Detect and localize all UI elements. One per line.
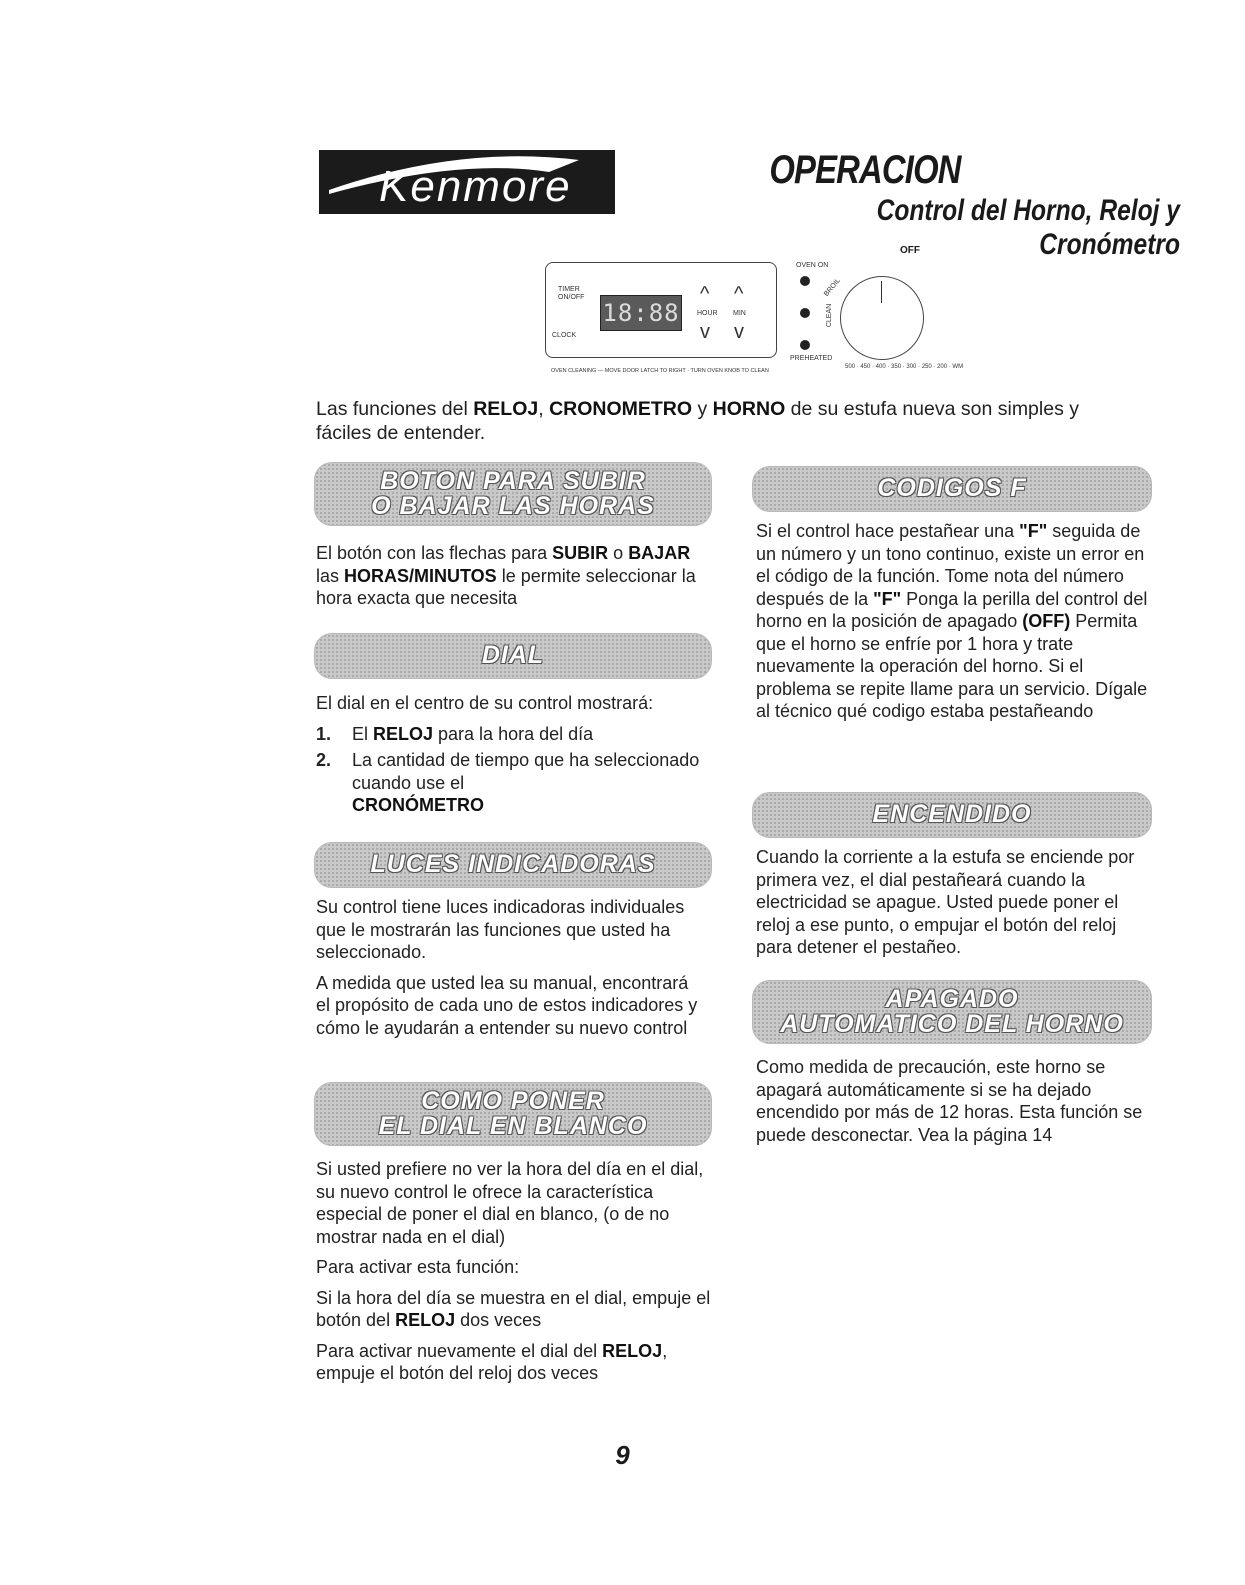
section-blank-text bbox=[316, 1158, 716, 1393]
hour-text-4: le permite seleccionar la hora exacta que necesita bbox=[316, 565, 696, 608]
banner-lights bbox=[314, 842, 712, 888]
hour-text-2: o bbox=[608, 543, 629, 563]
section-hour-text bbox=[316, 542, 716, 618]
page-title: OPERACION bbox=[769, 148, 961, 192]
intro-text-1: Las funciones del bbox=[316, 398, 474, 420]
banner-blank-dial bbox=[314, 1082, 712, 1146]
banner-dial-text: DIAL bbox=[481, 641, 545, 669]
banner-hour-line1: BOTON PARA SUBIR bbox=[380, 467, 646, 495]
dial-list bbox=[316, 723, 716, 817]
oven-cleaning-note: OVEN CLEANING — MOVE DOOR LATCH TO RIGHT · TURN OVEN KNOB TO CLEAN bbox=[551, 368, 769, 374]
broil-label: BROIL bbox=[823, 277, 842, 298]
preheated-label: PREHEATED bbox=[790, 355, 833, 362]
banner-fcodes bbox=[752, 466, 1152, 512]
blank-paragraph-2: Para activar esta función: bbox=[316, 1257, 520, 1277]
banner-power bbox=[752, 792, 1152, 838]
fcodes-bold-f2: "F" bbox=[873, 588, 902, 609]
fcodes-text-3: Ponga la perilla del control del horno en la posición de apagado bbox=[756, 588, 1148, 631]
logo-text: Kenmore bbox=[379, 162, 572, 211]
hour-down-arrow-icon: v bbox=[700, 321, 710, 343]
fcodes-text-1: Si el control hace pestañear una bbox=[756, 521, 1020, 541]
hour-text-3: las bbox=[316, 565, 345, 586]
timer-label: TIMER bbox=[558, 286, 580, 293]
section-fcodes-text bbox=[756, 520, 1151, 731]
hour-bold-bajar: BAJAR bbox=[628, 543, 691, 563]
banner-lights-text: LUCES INDICADORAS bbox=[370, 850, 656, 878]
oven-on-label: OVEN ON bbox=[796, 262, 829, 269]
hour-bold-horas: HORAS/MINUTOS bbox=[344, 565, 497, 586]
blank-p3-text-end: dos veces bbox=[455, 1310, 542, 1330]
blank-p4-bold: RELOJ bbox=[602, 1340, 663, 1361]
fcodes-text-2: seguida de un número y un tono continuo, existe un error en el código de la función. Tome nota del número después de la bbox=[756, 521, 1145, 609]
section-auto-text bbox=[756, 1056, 1151, 1154]
intro-paragraph bbox=[316, 397, 1116, 445]
power-paragraph: Cuando la corriente a la estufa se enciende por primera vez, el dial pestañeará cuando la electricidad se apague. Usted puede poner el reloj a ese punto, o empujar el botón del reloj para detener el pestañeo. bbox=[756, 847, 1135, 957]
page-number: 9 bbox=[615, 1440, 630, 1470]
dial-item2-text: La cantidad de tiempo que ha seleccionado cuando use el bbox=[352, 750, 700, 793]
intro-text-4: de su estufa nueva son simples y fáciles de entender. bbox=[316, 398, 1079, 444]
hour-text-1: El botón con las flechas para bbox=[316, 543, 553, 563]
hour-up-arrow-icon: ^ bbox=[700, 283, 710, 305]
knob-indicator bbox=[881, 281, 882, 303]
blank-p4-text: Para activar nuevamente el dial del bbox=[316, 1340, 603, 1361]
banner-auto-line2: AUTOMATICO DEL HORNO bbox=[780, 1010, 1124, 1038]
clean-light-icon bbox=[800, 308, 810, 318]
banner-power-text: ENCENDIDO bbox=[872, 800, 1032, 828]
min-label: MIN bbox=[733, 310, 746, 317]
section-power-text bbox=[756, 846, 1151, 967]
fcodes-bold-f1: "F" bbox=[1019, 521, 1048, 541]
min-up-arrow-icon: ^ bbox=[734, 283, 744, 305]
kenmore-logo bbox=[319, 150, 615, 214]
section-dial-text bbox=[316, 692, 716, 821]
oven-knob-icon bbox=[840, 276, 924, 360]
hour-label: HOUR bbox=[697, 310, 718, 317]
list-item bbox=[316, 749, 716, 817]
banner-auto-line1: APAGADO bbox=[885, 985, 1019, 1013]
dial-item2-bold: CRONÓMETRO bbox=[352, 795, 484, 815]
blank-p3-text: Si la hora del día se muestra en el dial, empuje el botón del bbox=[316, 1287, 711, 1330]
intro-text-3: y bbox=[692, 398, 713, 420]
blank-p4-text-end: , empuje el botón del reloj dos veces bbox=[316, 1340, 668, 1383]
intro-bold-reloj: RELOJ bbox=[473, 398, 539, 420]
preheated-light-icon bbox=[800, 340, 810, 350]
banner-fcodes-text: CODIGOS F bbox=[877, 474, 1027, 502]
auto-paragraph: Como medida de precaución, este horno se apagará automáticamente si se ha dejado encendido por más de 12 horas. Esta función se puede desconectar. Vea la página 14 bbox=[756, 1057, 1143, 1145]
dial-item1-text-end: para la hora del día bbox=[433, 723, 594, 744]
intro-text-2: , bbox=[538, 398, 550, 420]
timer-sub-label: ON/OFF bbox=[558, 294, 585, 301]
list-number: 2. bbox=[316, 750, 332, 770]
clean-label: CLEAN bbox=[826, 303, 834, 328]
temperature-scale: 500 · 450 · 400 · 350 · 300 · 250 · 200 · WM bbox=[845, 364, 964, 370]
banner-dial bbox=[314, 633, 712, 679]
dial-item1-bold: RELOJ bbox=[373, 723, 434, 744]
oven-on-light-icon bbox=[800, 276, 810, 286]
list-item bbox=[316, 723, 716, 746]
min-down-arrow-icon: v bbox=[734, 321, 744, 343]
fcodes-text-4: Permita que el horno se enfríe por 1 hora y trate nuevamente la operación del horno. Si el problema se repite llame para un servicio. Dígale al técnico qué codigo estaba pestañeando bbox=[756, 611, 1148, 721]
banner-hour-buttons bbox=[314, 462, 712, 526]
intro-bold-cronometro: CRONOMETRO bbox=[549, 398, 693, 420]
banner-blank-line2: EL DIAL EN BLANCO bbox=[378, 1112, 648, 1140]
page-subtitle: Control del Horno, Reloj y Cronómetro bbox=[876, 194, 1180, 261]
banner-blank-line1: COMO PONER bbox=[421, 1087, 605, 1115]
intro-bold-horno: HORNO bbox=[712, 398, 786, 420]
dial-item1-text: El bbox=[352, 723, 374, 744]
blank-paragraph-1: Si usted prefiere no ver la hora del día en el dial, su nuevo control le ofrece la característica especial de poner el dial en blanco, (o de no mostrar nada en el dial) bbox=[316, 1159, 704, 1247]
lights-paragraph-2: A medida que usted lea su manual, encontrará el propósito de cada uno de estos indicadores y cómo le ayudarán a entender su nuevo control bbox=[316, 972, 698, 1038]
clock-label: CLOCK bbox=[552, 332, 577, 339]
blank-p3-bold: RELOJ bbox=[395, 1310, 456, 1330]
lights-paragraph-1: Su control tiene luces indicadoras individuales que le mostrarán las funciones que usted ha seleccionado. bbox=[316, 897, 685, 962]
banner-auto-off bbox=[752, 980, 1152, 1044]
off-label: OFF bbox=[900, 245, 920, 256]
section-lights-text bbox=[316, 896, 706, 1047]
list-number: 1. bbox=[316, 723, 332, 744]
fcodes-bold-off: (OFF) bbox=[1022, 611, 1071, 631]
banner-hour-line2: O BAJAR LAS HORAS bbox=[371, 492, 655, 520]
clock-display: 18:88 bbox=[600, 295, 682, 331]
hour-bold-subir: SUBIR bbox=[552, 543, 609, 563]
dial-intro: El dial en el centro de su control mostrará: bbox=[316, 693, 654, 713]
